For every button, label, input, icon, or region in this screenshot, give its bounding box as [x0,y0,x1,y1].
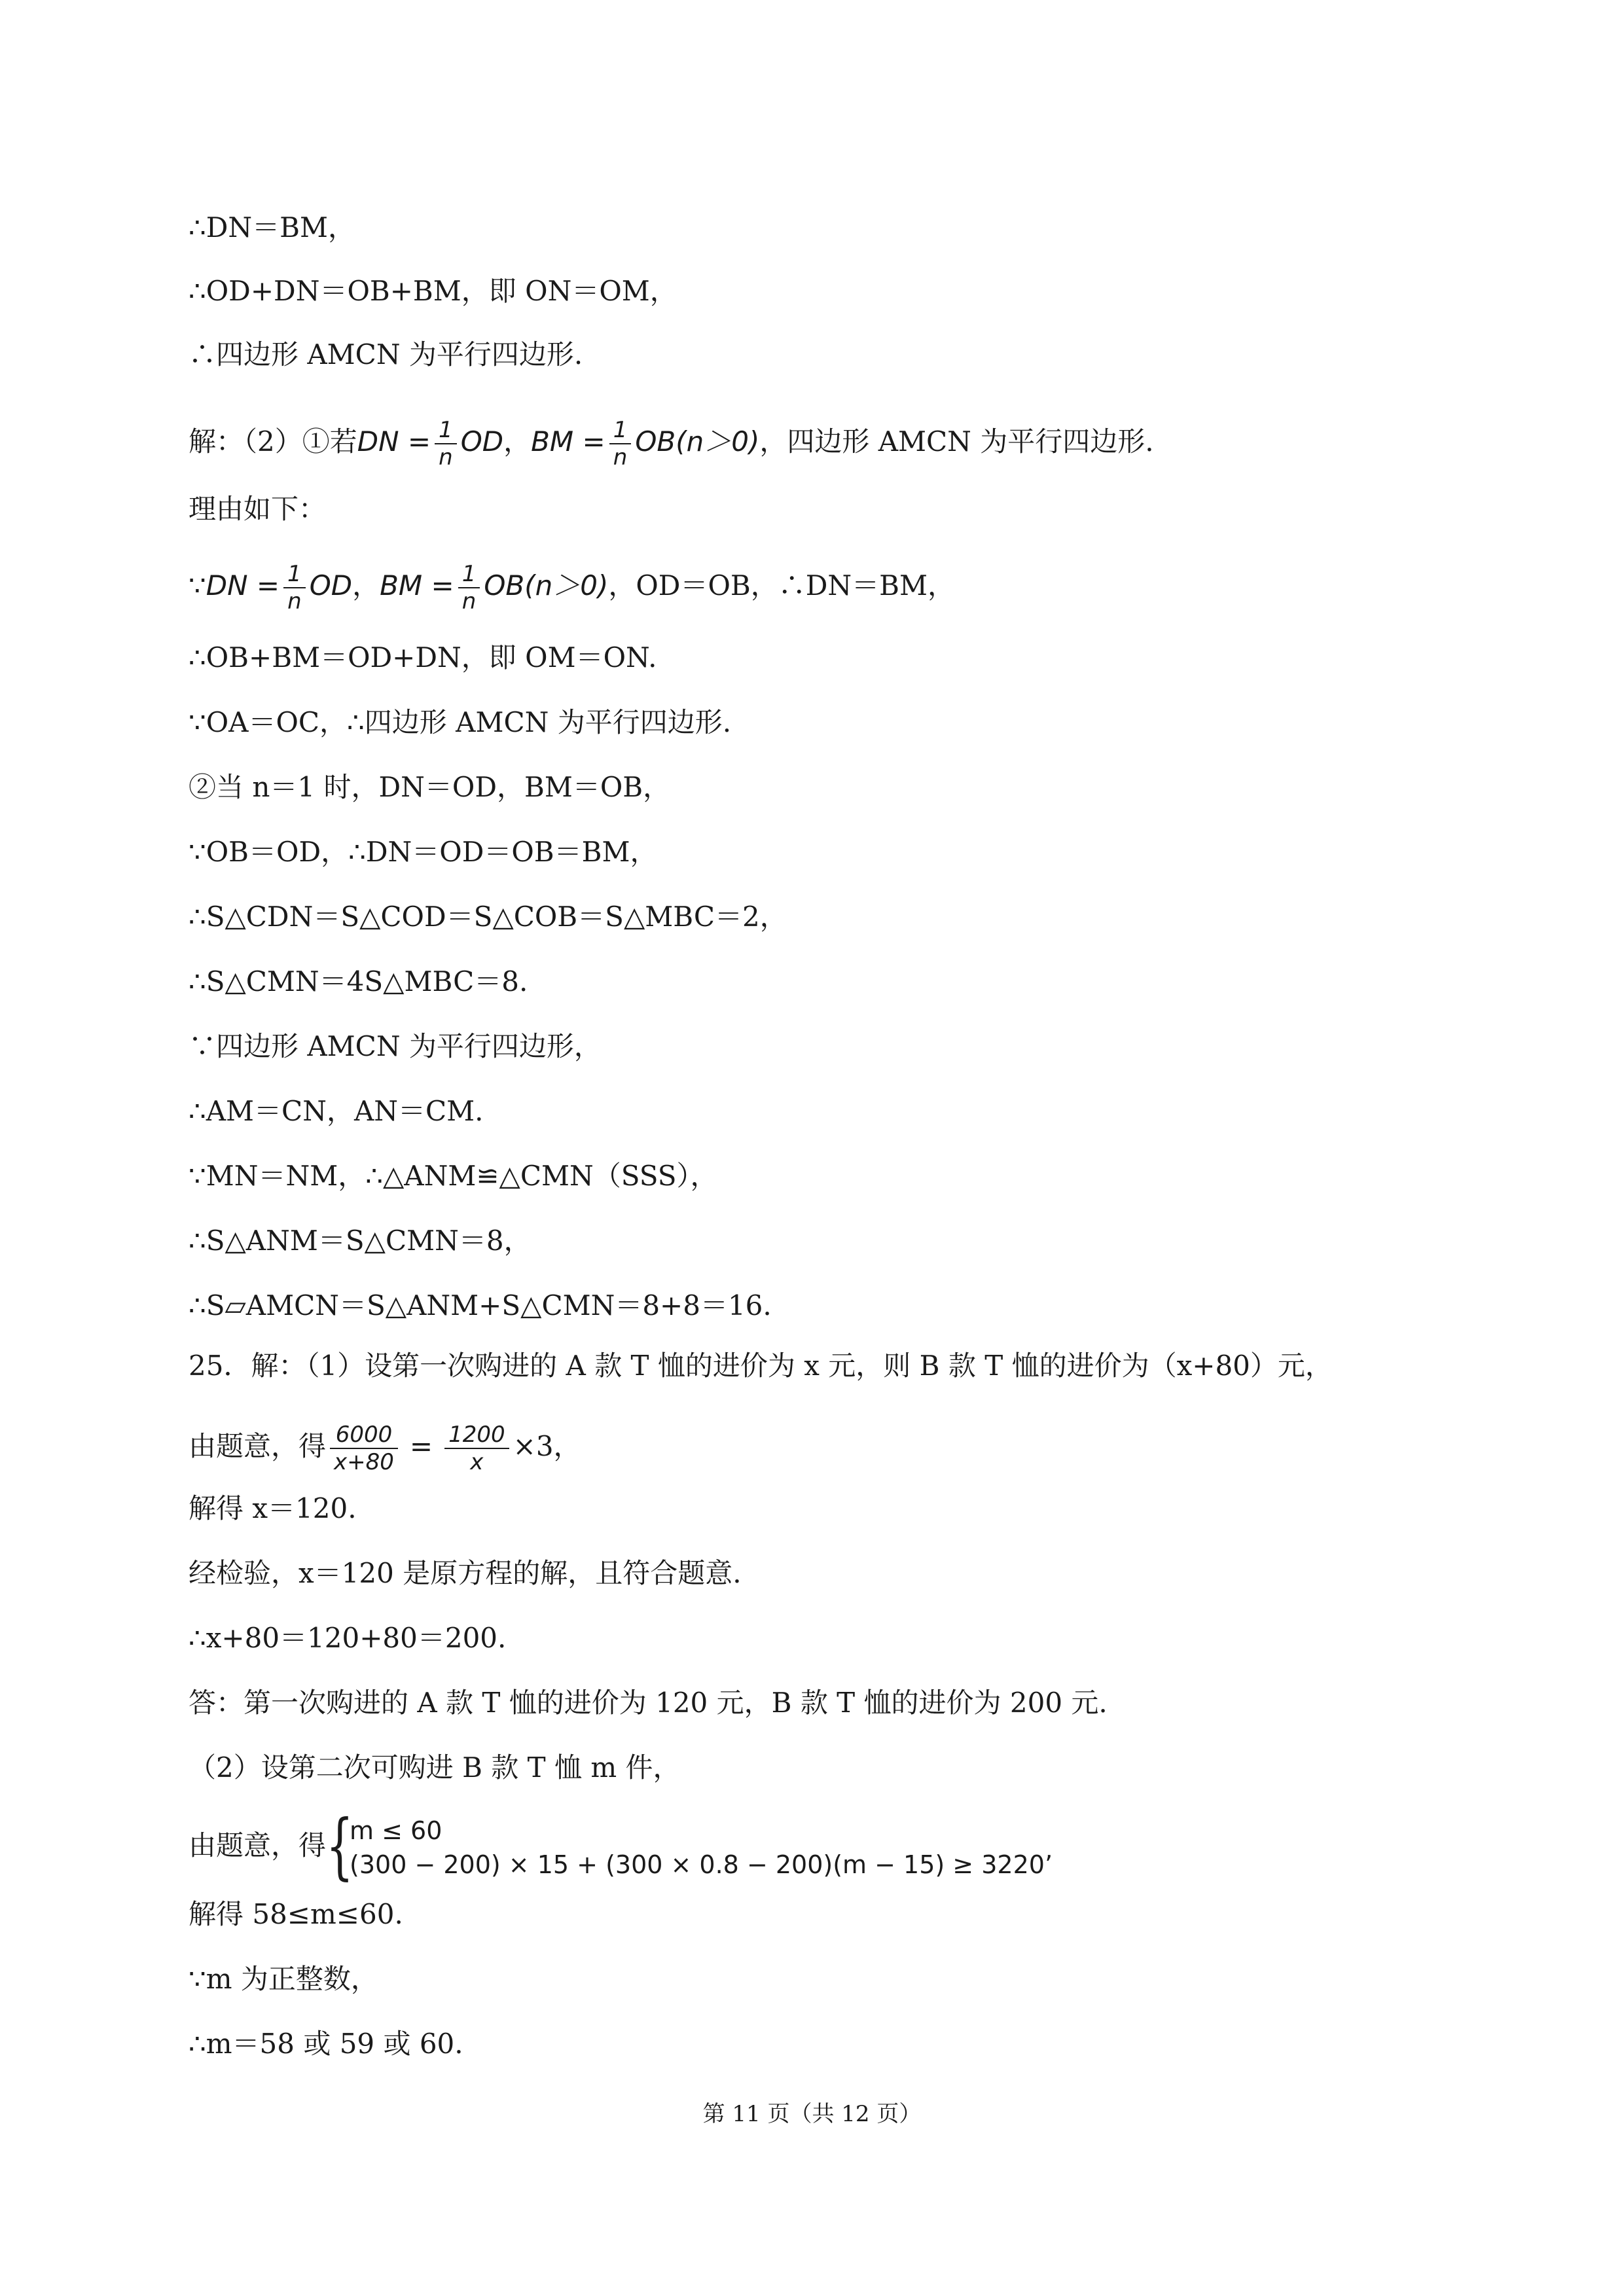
text-line [189,1895,1454,1934]
text-line [189,1286,1454,1325]
line-text: ∴x+80＝120+80＝200. [189,1622,507,1654]
line-text: （2）设第二次可购进 B 款 T 恤 m 件， [189,1751,681,1784]
formula-ob: OB(n＞0) [635,425,760,457]
text-line [189,768,1454,807]
line-text: 25．解：（1）设第一次购进的 A 款 T 恤的进价为 x 元，则 B 款 T 恤的进价为（x+80）元， [189,1350,1333,1382]
line-text: ∵四边形 AMCN 为平行四边形， [189,1030,602,1062]
text-line [189,1554,1454,1593]
line-text: 答：第一次购进的 A 款 T 恤的进价为 120 元，B 款 T 恤的进价为 200 元. [189,1687,1108,1719]
line-text: ∴AM＝CN，AN＝CM. [189,1095,484,1127]
fraction-6000-over-x80: $\frac{6000}{x+80}$ [330,1422,398,1475]
text-line [189,1489,1454,1528]
fraction-1-over-n: $\frac{1}{n}$ [609,417,632,471]
q2-prefix: 解：（2）①若 [189,425,357,457]
fraction-1-over-n: $\frac{1}{n}$ [283,561,306,615]
line-text: ∵OB＝OD，∴DN＝OD＝OB＝BM， [189,836,658,868]
fraction-1-over-n: $\frac{1}{n}$ [435,417,457,471]
equation-line: 由题意，得 $\frac{6000}{x+80}$ = $\frac{1200}{x}$ ×3， [189,1422,581,1475]
text-line [189,1027,1454,1066]
line-text: ∵m 为正整数， [189,1963,378,1995]
text-line [189,1221,1454,1261]
line-text: ∴S▱AMCN＝S△ANM+S△CMN＝8+8＝16. [189,1289,772,1321]
text-line [189,1619,1454,1658]
line-text: 理由如下： [189,493,327,525]
text-line [189,897,1454,937]
text-line [189,703,1454,742]
formula-od: OD [460,425,504,457]
line-text: 解得 x＝120. [189,1492,357,1524]
line-text: ∴S△ANM＝S△CMN＝8， [189,1225,532,1257]
q2-condition-line: 解：（2）①若DN = $\frac{1}{n}$ OD，BM = $\frac{1}{n}$ OB(n＞0)，四边形 AMCN 为平行四边形. [189,417,1154,471]
page-number-footer: 第 11 页（共 12 页） [702,2101,922,2127]
line-text: ∴OD+DN＝OB+BM，即 ON＝OM， [189,275,677,307]
line-text: ∴OB+BM＝OD+DN，即 OM＝ON. [189,641,657,673]
text-line [189,2024,1454,2064]
text-line [189,208,1454,247]
text-line [189,638,1454,677]
inequality-row: (300 − 200) × 15 + (300 × 0.8 − 200)(m − 15) ≥ 3220’ [350,1850,1053,1879]
q2-suffix: ，四边形 AMCN 为平行四边形. [759,425,1154,457]
line-text: ∵OA＝OC，∴四边形 AMCN 为平行四边形. [189,706,732,738]
text-line [189,335,1454,374]
question-25-heading [189,1346,1454,1386]
formula-bm: BM = [531,425,605,457]
fraction-1200-over-x: $\frac{1200}{x}$ [444,1422,509,1475]
line-text: ∴S△CMN＝4S△MBC＝8. [189,965,528,997]
line-text: ∴m＝58 或 59 或 60. [189,2028,463,2060]
text-line [189,490,1454,529]
text-line [189,272,1454,311]
inequality-system-line: 由题意，得 { m ≤ 60 (300 − 200) × 15 + (300 × 0.8 − 200)(m − 15) ≥ 3220’ [189,1804,1053,1888]
text-line [189,1748,1454,1787]
line-text: ∵MN＝NM，∴△ANM≌△CMN（SSS）， [189,1160,718,1192]
text-line [189,1157,1454,1196]
line-text: ∴S△CDN＝S△COD＝S△COB＝S△MBC＝2， [189,901,787,933]
line-text: ∴DN＝BM， [189,211,356,243]
text-line [189,1960,1454,1999]
text-line [189,1683,1454,1723]
inequality-row: m ≤ 60 [350,1816,442,1845]
fraction-1-over-n: $\frac{1}{n}$ [458,561,480,615]
text-line [189,962,1454,1001]
formula-dn: DN = [357,425,431,457]
inequality-system [326,1804,1053,1888]
because-line: ∵DN = $\frac{1}{n}$ OD，BM = $\frac{1}{n}$ OB(n＞0)，OD＝OB，∴DN＝BM， [189,561,956,615]
line-text: ②当 n＝1 时，DN＝OD，BM＝OB， [189,771,671,803]
left-brace: { [326,1804,354,1888]
line-text: 经检验，x＝120 是原方程的解，且符合题意. [189,1557,742,1589]
text-line [189,1092,1454,1131]
text-line [189,833,1454,872]
line-text: ∴四边形 AMCN 为平行四边形. [189,338,583,370]
line-text: 解得 58≤m≤60. [189,1898,403,1930]
